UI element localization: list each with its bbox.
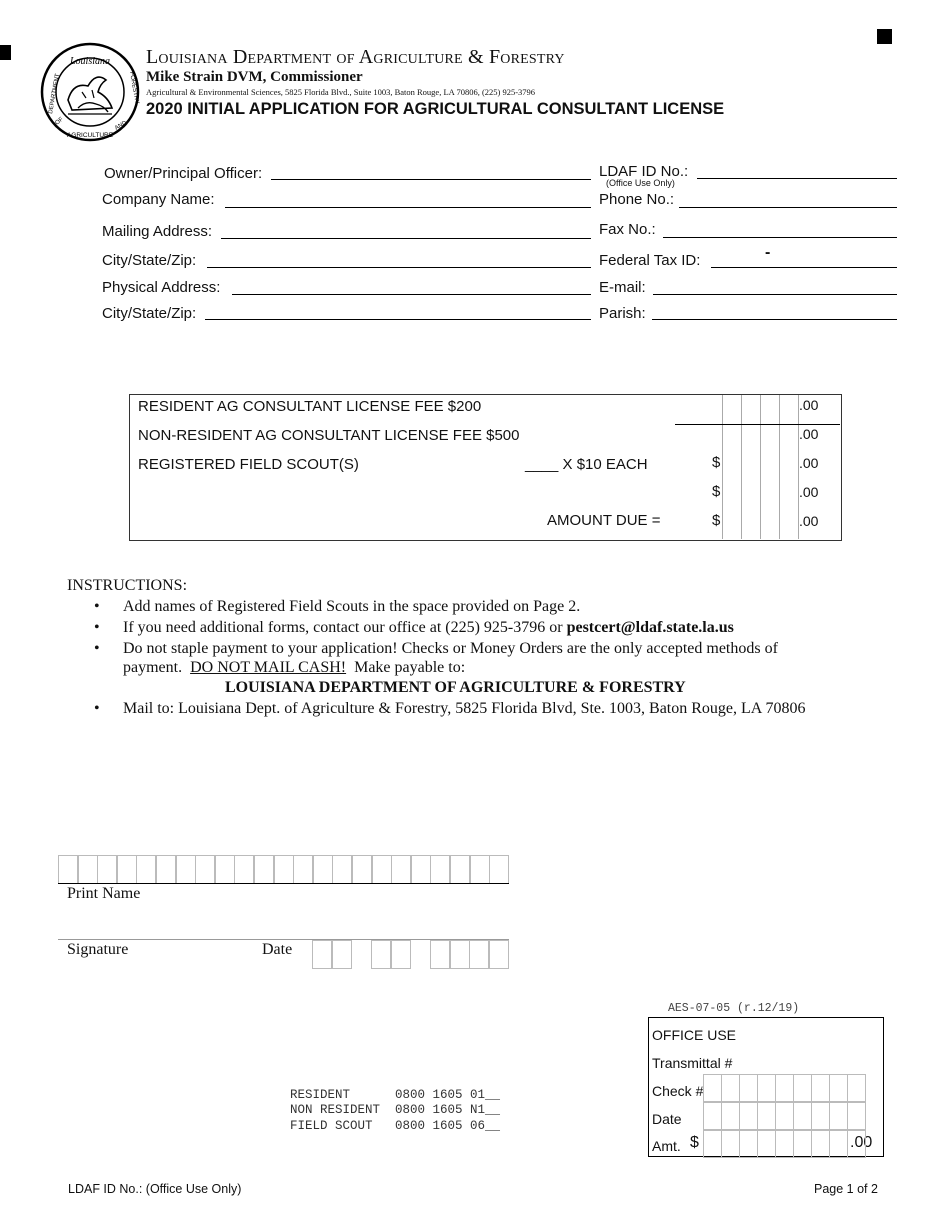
office-digit-cell[interactable] xyxy=(703,1130,722,1158)
print-name-cell[interactable] xyxy=(195,855,215,884)
email-field[interactable] xyxy=(653,294,897,295)
bullet-3-marker: • xyxy=(94,640,100,657)
phone-label: Phone No.: xyxy=(599,191,675,208)
transmittal-label: Transmittal # xyxy=(652,1055,733,1071)
federal-tax-id-separator: - xyxy=(765,244,771,261)
print-name-cell[interactable] xyxy=(470,855,490,884)
office-digit-cell[interactable] xyxy=(739,1074,758,1102)
non-resident-fee-cents: .00 xyxy=(799,426,819,442)
non-resident-fee-label: NON-RESIDENT AG CONSULTANT LICENSE FEE $500 xyxy=(138,427,520,444)
print-name-cell[interactable] xyxy=(78,855,98,884)
office-digit-cell[interactable] xyxy=(829,1130,848,1158)
date-digit-cell[interactable] xyxy=(469,940,489,969)
company-name-field[interactable] xyxy=(225,207,591,208)
office-digit-cell[interactable] xyxy=(811,1102,830,1130)
print-name-cell[interactable] xyxy=(234,855,254,884)
date-digit-cell[interactable] xyxy=(371,940,391,969)
owner-field[interactable] xyxy=(271,179,591,180)
date-label: Date xyxy=(262,941,293,958)
owner-label: Owner/Principal Officer: xyxy=(104,165,263,182)
date-digit-cell[interactable] xyxy=(430,940,450,969)
company-name-label: Company Name: xyxy=(102,191,215,208)
federal-tax-id-label: Federal Tax ID: xyxy=(599,252,701,269)
check-label: Check # xyxy=(652,1083,704,1099)
date-digit-cell[interactable] xyxy=(391,940,411,969)
bullet-2-text: If you need additional forms, contact our office at (225) 925-3796 or xyxy=(123,619,567,636)
office-digit-cell[interactable] xyxy=(721,1130,740,1158)
print-name-cell[interactable] xyxy=(117,855,137,884)
mailing-address-field[interactable] xyxy=(221,238,591,239)
fax-field[interactable] xyxy=(663,237,897,238)
office-date-label: Date xyxy=(652,1111,682,1127)
bullet-4-marker: • xyxy=(94,700,100,717)
ldaf-id-label: LDAF ID No.: xyxy=(599,163,689,180)
print-name-cell[interactable] xyxy=(332,855,352,884)
federal-tax-id-field[interactable] xyxy=(711,267,897,268)
bullet-2 xyxy=(123,619,734,637)
office-digit-cell[interactable] xyxy=(739,1130,758,1158)
commissioner-line: Mike Strain DVM, Commissioner xyxy=(146,69,363,85)
print-name-cell[interactable] xyxy=(58,855,78,884)
office-digit-cell[interactable] xyxy=(757,1102,776,1130)
office-digit-cell[interactable] xyxy=(811,1074,830,1102)
office-digit-cell[interactable] xyxy=(775,1102,794,1130)
page-number: Page 1 of 2 xyxy=(814,1182,878,1196)
bullet-3-line-2 xyxy=(123,659,465,677)
office-digit-cell[interactable] xyxy=(847,1102,866,1130)
print-name-cell[interactable] xyxy=(136,855,156,884)
amt-currency: $ xyxy=(690,1134,699,1151)
office-digit-cell[interactable] xyxy=(775,1130,794,1158)
code-non-resident: NON RESIDENT 0800 1605 N1__ xyxy=(290,1103,501,1117)
date-digit-cell[interactable] xyxy=(312,940,332,969)
field-scout-cents: .00 xyxy=(799,455,819,471)
bullet-1-text: Add names of Registered Field Scouts in the space provided on Page 2. xyxy=(123,598,581,615)
amt-label: Amt. xyxy=(652,1138,681,1154)
print-name-cell[interactable] xyxy=(215,855,235,884)
bullet-3-text-a: payment. xyxy=(123,659,191,676)
print-name-cell[interactable] xyxy=(254,855,274,884)
footer-ldaf-id: LDAF ID No.: (Office Use Only) xyxy=(68,1182,242,1196)
no-cash-warning: DO NOT MAIL CASH! xyxy=(190,659,347,676)
field-scout-currency: $ xyxy=(712,454,721,471)
fax-label: Fax No.: xyxy=(599,221,656,238)
bullet-3-line-1: Do not staple payment to your application! Checks or Money Orders are the only accepted methods of xyxy=(123,640,778,657)
print-name-cell[interactable] xyxy=(97,855,117,884)
office-digit-cell[interactable] xyxy=(757,1074,776,1102)
office-digit-cell[interactable] xyxy=(793,1074,812,1102)
fee-digit-divider xyxy=(760,395,761,539)
resident-fee-label: RESIDENT AG CONSULTANT LICENSE FEE $200 xyxy=(138,398,482,415)
office-digit-cell[interactable] xyxy=(829,1074,848,1102)
mailing-address-label: Mailing Address: xyxy=(102,223,213,240)
parish-field[interactable] xyxy=(652,319,897,320)
office-digit-cell[interactable] xyxy=(811,1130,830,1158)
office-digit-cell[interactable] xyxy=(775,1074,794,1102)
print-name-cell[interactable] xyxy=(430,855,450,884)
ldaf-id-note: (Office Use Only) xyxy=(606,178,675,188)
field-scout-label: REGISTERED FIELD SCOUT(S) xyxy=(138,456,359,473)
print-name-cell[interactable] xyxy=(274,855,294,884)
bullet-2-marker: • xyxy=(94,619,100,636)
seal-and-text: AND xyxy=(114,120,128,132)
department-name: Louisiana Department of Agriculture & Forestry xyxy=(146,46,565,68)
print-name-cell[interactable] xyxy=(391,855,411,884)
bullet-3-text-b: Make payable to: xyxy=(346,659,466,676)
office-digit-cell[interactable] xyxy=(721,1074,740,1102)
print-name-cell[interactable] xyxy=(293,855,313,884)
fee-digit-divider xyxy=(741,395,742,539)
print-name-cell[interactable] xyxy=(156,855,176,884)
fee-digit-divider xyxy=(798,395,799,539)
amount-due-cents: .00 xyxy=(799,513,819,529)
seal-left-text: DEPARTMENT xyxy=(48,73,62,115)
office-use-box xyxy=(648,1017,884,1157)
instructions-heading: INSTRUCTIONS: xyxy=(67,577,188,594)
signature-label: Signature xyxy=(67,941,129,958)
office-digit-cell[interactable] xyxy=(847,1074,866,1102)
form-code: AES-07-05 (r.12/19) xyxy=(668,1002,800,1015)
print-name-cell[interactable] xyxy=(411,855,431,884)
seal-right-text: FORESTRY xyxy=(128,71,140,105)
print-name-cell[interactable] xyxy=(352,855,372,884)
office-digit-cell[interactable] xyxy=(739,1102,758,1130)
print-name-cell[interactable] xyxy=(313,855,333,884)
fee-digit-divider xyxy=(779,395,780,539)
amount-due-currency: $ xyxy=(712,512,721,529)
print-name-cell[interactable] xyxy=(489,855,509,884)
contact-email: pestcert@ldaf.state.la.us xyxy=(566,619,734,636)
physical-city-state-zip-field[interactable] xyxy=(205,319,591,320)
office-digit-cell[interactable] xyxy=(847,1130,866,1158)
mailing-city-state-zip-label: City/State/Zip: xyxy=(102,252,197,269)
amt-cents: .00 xyxy=(850,1134,873,1151)
address-line: Agricultural & Environmental Sciences, 5825 Florida Blvd., Suite 1003, Baton Rouge, LA 70806, (225) 925-3796 xyxy=(146,87,536,97)
ldaf-id-field[interactable] xyxy=(697,178,897,179)
fee-resident-underline xyxy=(675,424,840,425)
registration-mark-left xyxy=(0,45,11,60)
office-digit-cell[interactable] xyxy=(721,1102,740,1130)
field-scout-quantity[interactable]: ____ X $10 EACH xyxy=(525,456,648,473)
seal-of-text: OF xyxy=(54,116,65,127)
phone-field[interactable] xyxy=(679,207,897,208)
physical-address-field[interactable] xyxy=(232,294,591,295)
fee-digit-divider xyxy=(722,395,723,539)
physical-address-label: Physical Address: xyxy=(102,279,221,296)
seal-top-text: Louisiana xyxy=(69,56,111,67)
print-name-cell[interactable] xyxy=(176,855,196,884)
print-name-underline xyxy=(58,883,509,884)
ldaf-seal-icon xyxy=(38,42,142,142)
date-digit-cell[interactable] xyxy=(450,940,470,969)
code-field-scout: FIELD SCOUT 0800 1605 06__ xyxy=(290,1119,501,1133)
print-name-cell[interactable] xyxy=(450,855,470,884)
bullet-1-marker: • xyxy=(94,598,100,615)
registration-mark-right xyxy=(877,29,892,44)
office-digit-cell[interactable] xyxy=(703,1102,722,1130)
print-name-cell[interactable] xyxy=(372,855,392,884)
code-resident: RESIDENT 0800 1605 01__ xyxy=(290,1088,501,1102)
subtotal-cents: .00 xyxy=(799,484,819,500)
seal-bottom-text: AGRICULTURE xyxy=(66,132,114,139)
payee-name: LOUISIANA DEPARTMENT OF AGRICULTURE & FORESTRY xyxy=(225,679,686,696)
email-label: E-mail: xyxy=(599,279,646,296)
parish-label: Parish: xyxy=(599,305,646,322)
form-title: 2020 INITIAL APPLICATION FOR AGRICULTURAL CONSULTANT LICENSE xyxy=(146,100,725,118)
bullet-4-text: Mail to: Louisiana Dept. of Agriculture & Forestry, 5825 Florida Blvd, Ste. 1003, Baton Rouge, LA 70806 xyxy=(123,700,806,717)
amount-due-label: AMOUNT DUE = xyxy=(547,512,661,529)
office-digit-cell[interactable] xyxy=(793,1102,812,1130)
date-digit-cell[interactable] xyxy=(332,940,352,969)
office-digit-cell[interactable] xyxy=(793,1130,812,1158)
office-use-title: OFFICE USE xyxy=(652,1027,737,1043)
physical-city-state-zip-label: City/State/Zip: xyxy=(102,305,197,322)
resident-fee-cents: .00 xyxy=(799,397,819,413)
office-digit-cell[interactable] xyxy=(829,1102,848,1130)
subtotal-currency: $ xyxy=(712,483,721,500)
office-digit-cell[interactable] xyxy=(757,1130,776,1158)
mailing-city-state-zip-field[interactable] xyxy=(207,267,591,268)
date-digit-cell[interactable] xyxy=(489,940,509,969)
print-name-label: Print Name xyxy=(67,885,141,902)
office-digit-cell[interactable] xyxy=(703,1074,722,1102)
